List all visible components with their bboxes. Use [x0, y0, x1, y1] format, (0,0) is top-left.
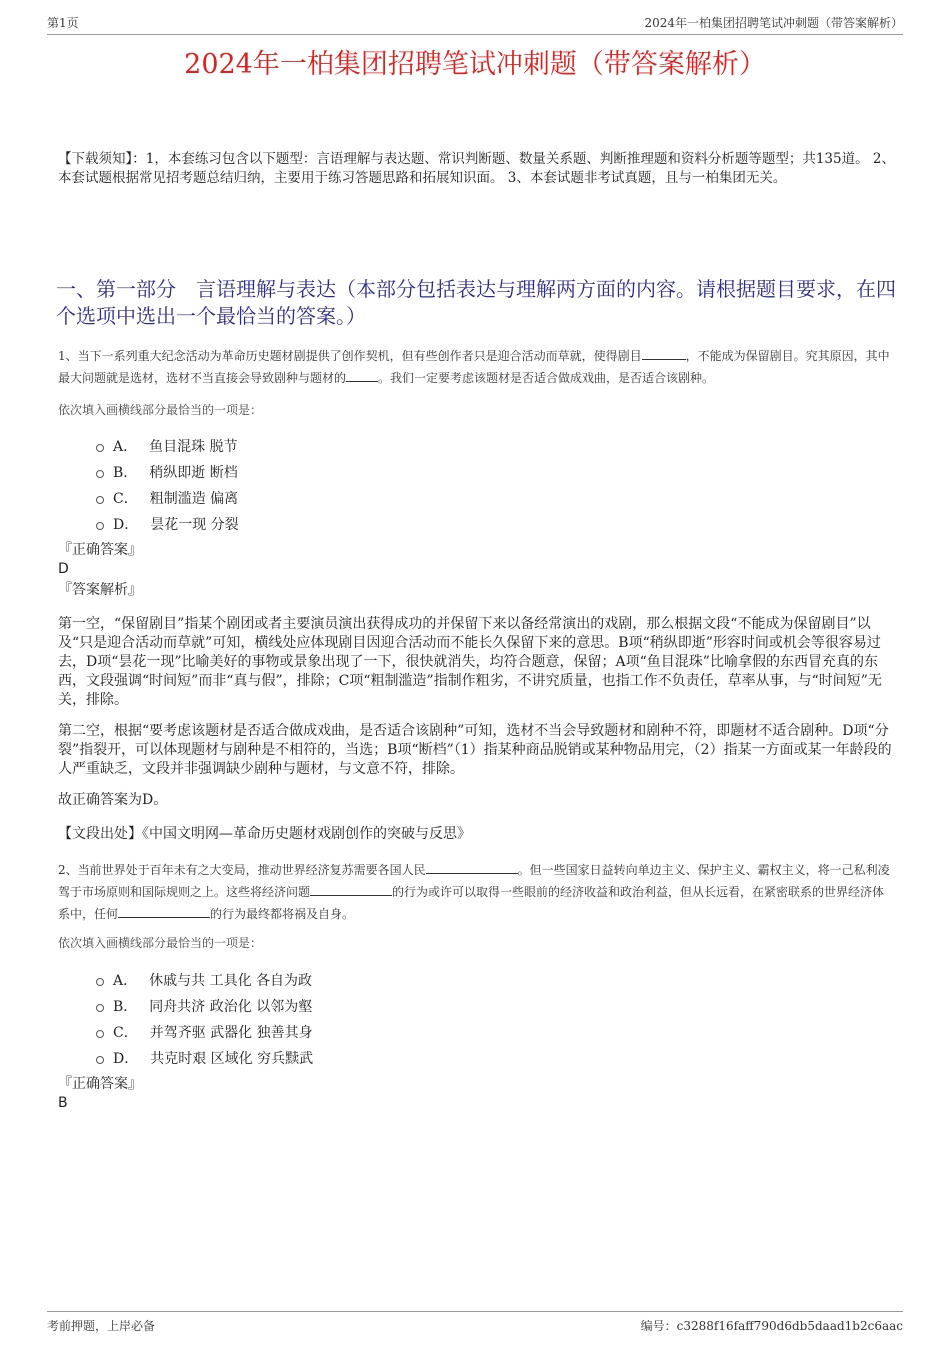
question-1-instruction: 依次填入画横线部分最恰当的一项是：	[58, 403, 263, 417]
passage-source: 【文段出处】《中国文明网—革命历史题材戏剧创作的突破与反思》	[58, 826, 471, 842]
option-a[interactable]: A． 休戚与共 工具化 各自为政	[96, 967, 313, 993]
document-serial: 编号：c3288f16faff790d6db5daad1b2c6aac	[640, 1319, 903, 1333]
answer-blank	[310, 883, 392, 896]
download-notice: 【下载须知】：1，本套练习包含以下题型：言语理解与表达题、常识判断题、数量关系题、判断推理题和资料分析题等题型；共135道。 2、本套试题根据常见招考题总结归纳，主要用于练习答题思路和拓展知识面。 3、本套试题非考试真题，且与一柏集团无关。	[58, 151, 895, 186]
radio-icon[interactable]	[96, 1004, 104, 1012]
radio-icon[interactable]	[96, 444, 104, 452]
correct-answer: D	[58, 561, 69, 577]
answer-blank	[426, 861, 518, 874]
question-2-options	[96, 967, 313, 1071]
radio-icon[interactable]	[96, 978, 104, 986]
radio-icon[interactable]	[96, 1056, 104, 1064]
analysis-paragraph-2: 第二空，根据“要考虑该题材是否适合做成戏曲，是否适合该剧种”可知，选材不当会导致题材和剧种不符，即题材不适合剧种。D项“分裂”指裂开，可以体现题材与剧种是不相符的，当选；B项“断档”（1）指某种商品脱销或某种物品用完，（2）指某一方面或某一年龄段的人严重缺乏，文段并非强调缺少剧种与题材，与文意不符，排除。	[58, 723, 892, 777]
option-d[interactable]: D． 共克时艰 区域化 穷兵黩武	[96, 1045, 313, 1071]
footer-slogan: 考前押题，上岸必备	[47, 1319, 156, 1333]
option-a[interactable]: A． 鱼目混珠 脱节	[96, 433, 239, 459]
option-c[interactable]: C． 粗制滥造 偏离	[96, 485, 239, 511]
option-d[interactable]: D． 昙花一现 分裂	[96, 511, 239, 537]
option-b[interactable]: B． 稍纵即逝 断档	[96, 459, 239, 485]
question-1-options	[96, 433, 239, 537]
question-2-instruction: 依次填入画横线部分最恰当的一项是：	[58, 936, 263, 950]
analysis-conclusion: 故正确答案为D。	[58, 792, 168, 808]
option-b[interactable]: B． 同舟共济 政治化 以邻为壑	[96, 993, 313, 1019]
answer-blank	[642, 347, 686, 360]
correct-answer-label: 『正确答案』	[58, 542, 142, 558]
page-header	[47, 14, 903, 35]
answer-blank	[346, 369, 378, 382]
analysis-label: 『答案解析』	[58, 582, 142, 598]
radio-icon[interactable]	[96, 496, 104, 504]
option-c[interactable]: C． 并驾齐驱 武器化 独善其身	[96, 1019, 313, 1045]
analysis-paragraph-1: 第一空，“保留剧目”指某个剧团或者主要演员演出获得成功的并保留下来以备经常演出的戏剧，那么根据文段“不能成为保留剧目”以及“只是迎合活动而草就”可知，横线处应体现剧目因迎合活动而不能长久保留下来的意思。B项“稍纵即逝”形容时间或机会等很容易过去，D项“昙花一现”比喻美好的事物或景象出现了一下，很快就消失，均符合题意，保留；A项“鱼目混珠”比喻拿假的东西冒充真的东西，文段强调“时间短”而非“真与假”，排除；C项“粗制滥造”指制作粗劣，不讲究质量，也指工作不负责任，草率从事，与“时间短”无关，排除。	[58, 616, 882, 708]
section-title: 一、第一部分 言语理解与表达（本部分包括表达与理解两方面的内容。请根据题目要求，在四个选项中选出一个最恰当的答案。）	[56, 277, 896, 328]
answer-blank	[118, 905, 210, 918]
radio-icon[interactable]	[96, 522, 104, 530]
correct-answer-label: 『正确答案』	[58, 1076, 142, 1092]
running-title: 2024年一柏集团招聘笔试冲刺题（带答案解析）	[644, 16, 903, 30]
correct-answer: B	[58, 1095, 68, 1111]
page-footer	[47, 1311, 903, 1334]
page-number: 第1页	[47, 16, 79, 30]
question-1-text: 1、当下一系列重大纪念活动为革命历史题材剧提供了创作契机，但有些创作者只是迎合活动而草就，使得剧目 ，不能成为保留剧目。究其原因，其中最大问题就是选材，选材不当直接会导致剧种与题材的 。我们一定要考虑该题材是否适合做成戏曲，是否适合该剧种。	[58, 349, 890, 385]
document-title: 2024年一柏集团招聘笔试冲刺题（带答案解析）	[184, 49, 766, 80]
question-2-text: 2、当前世界处于百年未有之大变局，推动世界经济复苏需要各国人民 。但一些国家日益转向单边主义、保护主义、霸权主义，将一己私利凌驾于市场原则和国际规则之上。这些将经济问题 的行为或许可以取得一些眼前的经济收益和政治利益，但从长远看，在紧密联系的世界经济体系中，任何 的行为最终都将祸及自身。	[58, 863, 890, 921]
radio-icon[interactable]	[96, 470, 104, 478]
radio-icon[interactable]	[96, 1030, 104, 1038]
